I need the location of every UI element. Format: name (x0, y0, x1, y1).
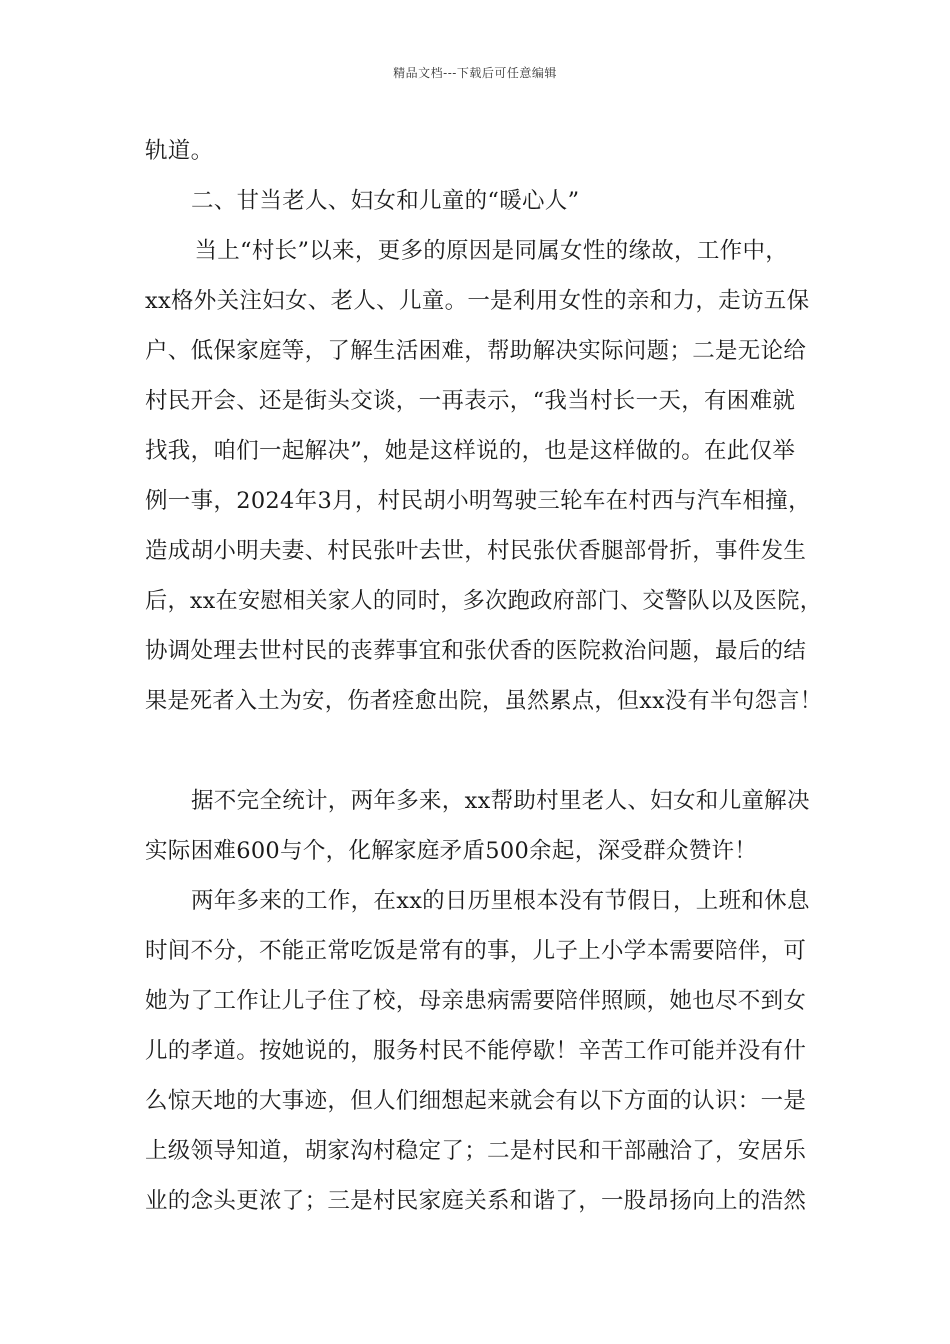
text-line: 实际困难600与个，化解家庭矛盾500余起，深受群众赞许！ (145, 838, 758, 864)
text-line: 业的念头更浓了；三是村民家庭关系和谐了，一股昂扬向上的浩然 (145, 1188, 807, 1214)
text-line: 她为了工作让儿子住了校，母亲患病需要陪伴照顾，她也尽不到女 (145, 988, 807, 1014)
text-line: 当上“村长”以来，更多的原因是同属女性的缘故，工作中， (187, 238, 789, 264)
section-heading: 二、甘当老人、妇女和儿童的“暖心人” (191, 188, 580, 214)
text-line: 儿的孝道。按她说的，服务村民不能停歇！辛苦工作可能并没有什 (145, 1038, 807, 1064)
text-line: 找我，咱们一起解决”，她是这样说的，也是这样做的。在此仅举 (145, 438, 796, 464)
text-line: 村民开会、还是街头交谈，一再表示，“我当村长一天，有困难就 (145, 388, 796, 414)
text-line: 上级领导知道，胡家沟村稳定了；二是村民和干部融洽了，安居乐 (145, 1138, 807, 1164)
text-line: 造成胡小明夫妻、村民张叶去世，村民张伏香腿部骨折，事件发生 (145, 538, 807, 564)
text-line: 时间不分，不能正常吃饭是常有的事，儿子上小学本需要陪伴，可 (145, 938, 807, 964)
text-line: 例一事，2024年3月，村民胡小明驾驶三轮车在村西与汽车相撞， (145, 488, 811, 514)
text-line: 两年多来的工作，在xx的日历里根本没有节假日，上班和休息 (191, 888, 810, 914)
text-line: 协调处理去世村民的丧葬事宜和张伏香的医院救治问题，最后的结 (145, 638, 807, 664)
text-line: 据不完全统计，两年多来，xx帮助村里老人、妇女和儿童解决 (191, 788, 810, 814)
text-line: 果是死者入土为安，伤者痊愈出院，虽然累点，但xx没有半句怨言！ (145, 688, 823, 714)
page-header: 精品文档---下载后可任意编辑 (393, 66, 557, 80)
text-line: xx格外关注妇女、老人、儿童。一是利用女性的亲和力，走访五保 (145, 288, 810, 314)
text-line: 么惊天地的大事迹，但人们细想起来就会有以下方面的认识：一是 (145, 1088, 807, 1114)
text-line: 轨道。 (145, 138, 214, 164)
text-line: 户、低保家庭等，了解生活困难，帮助解决实际问题；二是无论给 (145, 338, 807, 364)
text-line: 后，xx在安慰相关家人的同时，多次跑政府部门、交警队以及医院， (145, 588, 823, 614)
